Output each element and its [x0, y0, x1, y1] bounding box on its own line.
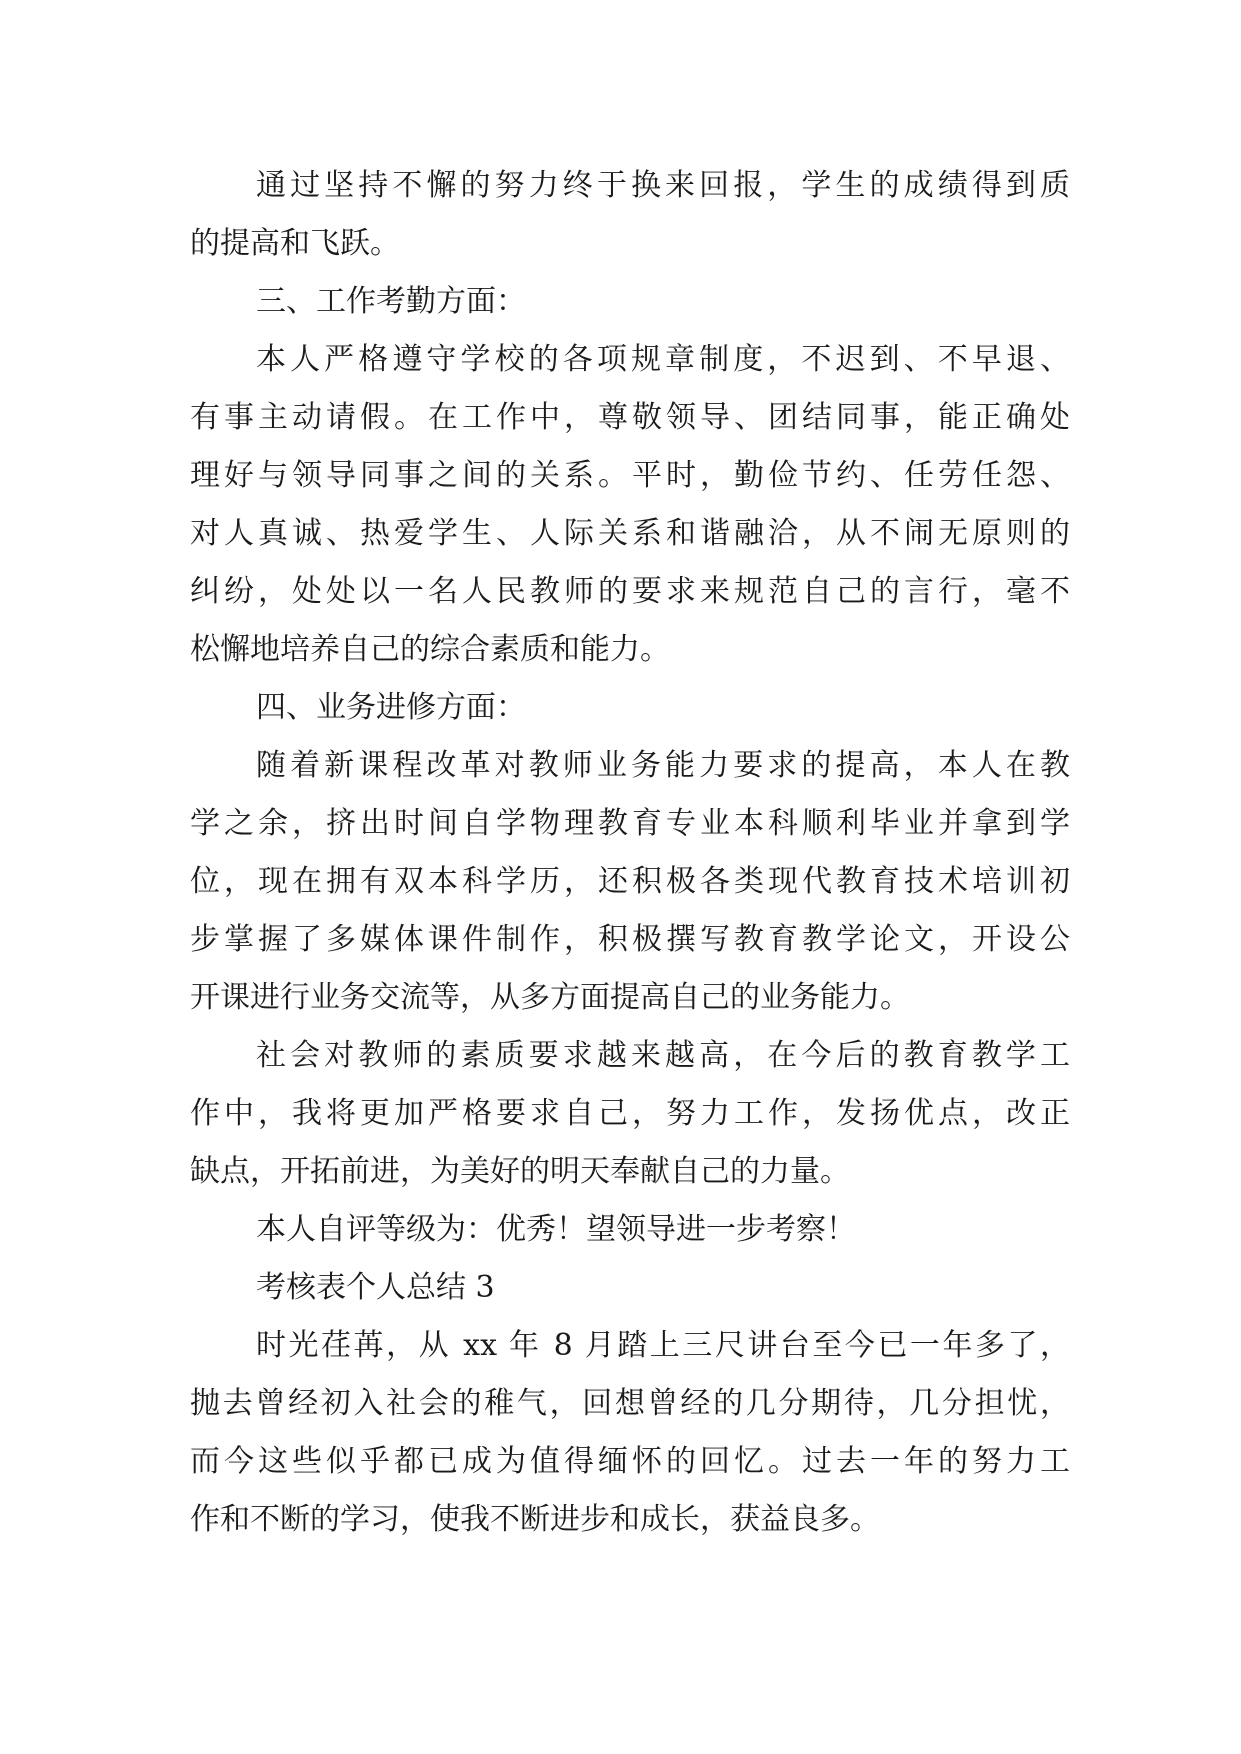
text-line: 步掌握了多媒体课件制作，积极撰写教育教学论文，开设公	[190, 922, 1070, 957]
section-heading: 考核表个人总结 3	[256, 1270, 495, 1305]
text-line: 通过坚持不懈的努力终于换来回报，学生的成绩得到质	[256, 168, 1070, 203]
text-line: 抛去曾经初入社会的稚气，回想曾经的几分期待，几分担忧，	[190, 1386, 1070, 1421]
section-heading: 三、工作考勤方面：	[256, 284, 526, 319]
text-line: 而今这些似乎都已成为值得缅怀的回忆。过去一年的努力工	[190, 1444, 1070, 1479]
text-line: 理好与领导同事之间的关系。平时，勤俭节约、任劳任怨、	[190, 458, 1070, 493]
section-heading: 四、业务进修方面：	[256, 690, 526, 725]
text-line: 社会对教师的素质要求越来越高，在今后的教育教学工	[256, 1038, 1070, 1073]
text-line: 时光荏苒，从 xx 年 8 月踏上三尺讲台至今已一年多了，	[256, 1328, 1070, 1363]
text-line: 位，现在拥有双本科学历，还积极各类现代教育技术培训初	[190, 864, 1070, 899]
text-line: 缺点，开拓前进，为美好的明天奉献自己的力量。	[190, 1154, 850, 1189]
text-line: 作和不断的学习，使我不断进步和成长，获益良多。	[190, 1502, 880, 1537]
text-line: 松懈地培养自己的综合素质和能力。	[190, 632, 670, 667]
document-body	[190, 157, 1070, 1549]
text-line: 纠纷，处处以一名人民教师的要求来规范自己的言行，毫不	[190, 574, 1070, 609]
text-line: 本人自评等级为：优秀！望领导进一步考察！	[256, 1212, 856, 1247]
text-line: 学之余，挤出时间自学物理教育专业本科顺利毕业并拿到学	[190, 806, 1070, 841]
text-line: 有事主动请假。在工作中，尊敬领导、团结同事，能正确处	[190, 400, 1070, 435]
text-line: 开课进行业务交流等，从多方面提高自己的业务能力。	[190, 980, 910, 1015]
text-line: 作中，我将更加严格要求自己，努力工作，发扬优点，改正	[190, 1096, 1070, 1131]
text-line: 的提高和飞跃。	[190, 226, 400, 261]
text-line: 本人严格遵守学校的各项规章制度，不迟到、不早退、	[256, 342, 1070, 377]
text-line: 对人真诚、热爱学生、人际关系和谐融洽，从不闹无原则的	[190, 516, 1070, 551]
text-line: 随着新课程改革对教师业务能力要求的提高，本人在教	[256, 748, 1070, 783]
